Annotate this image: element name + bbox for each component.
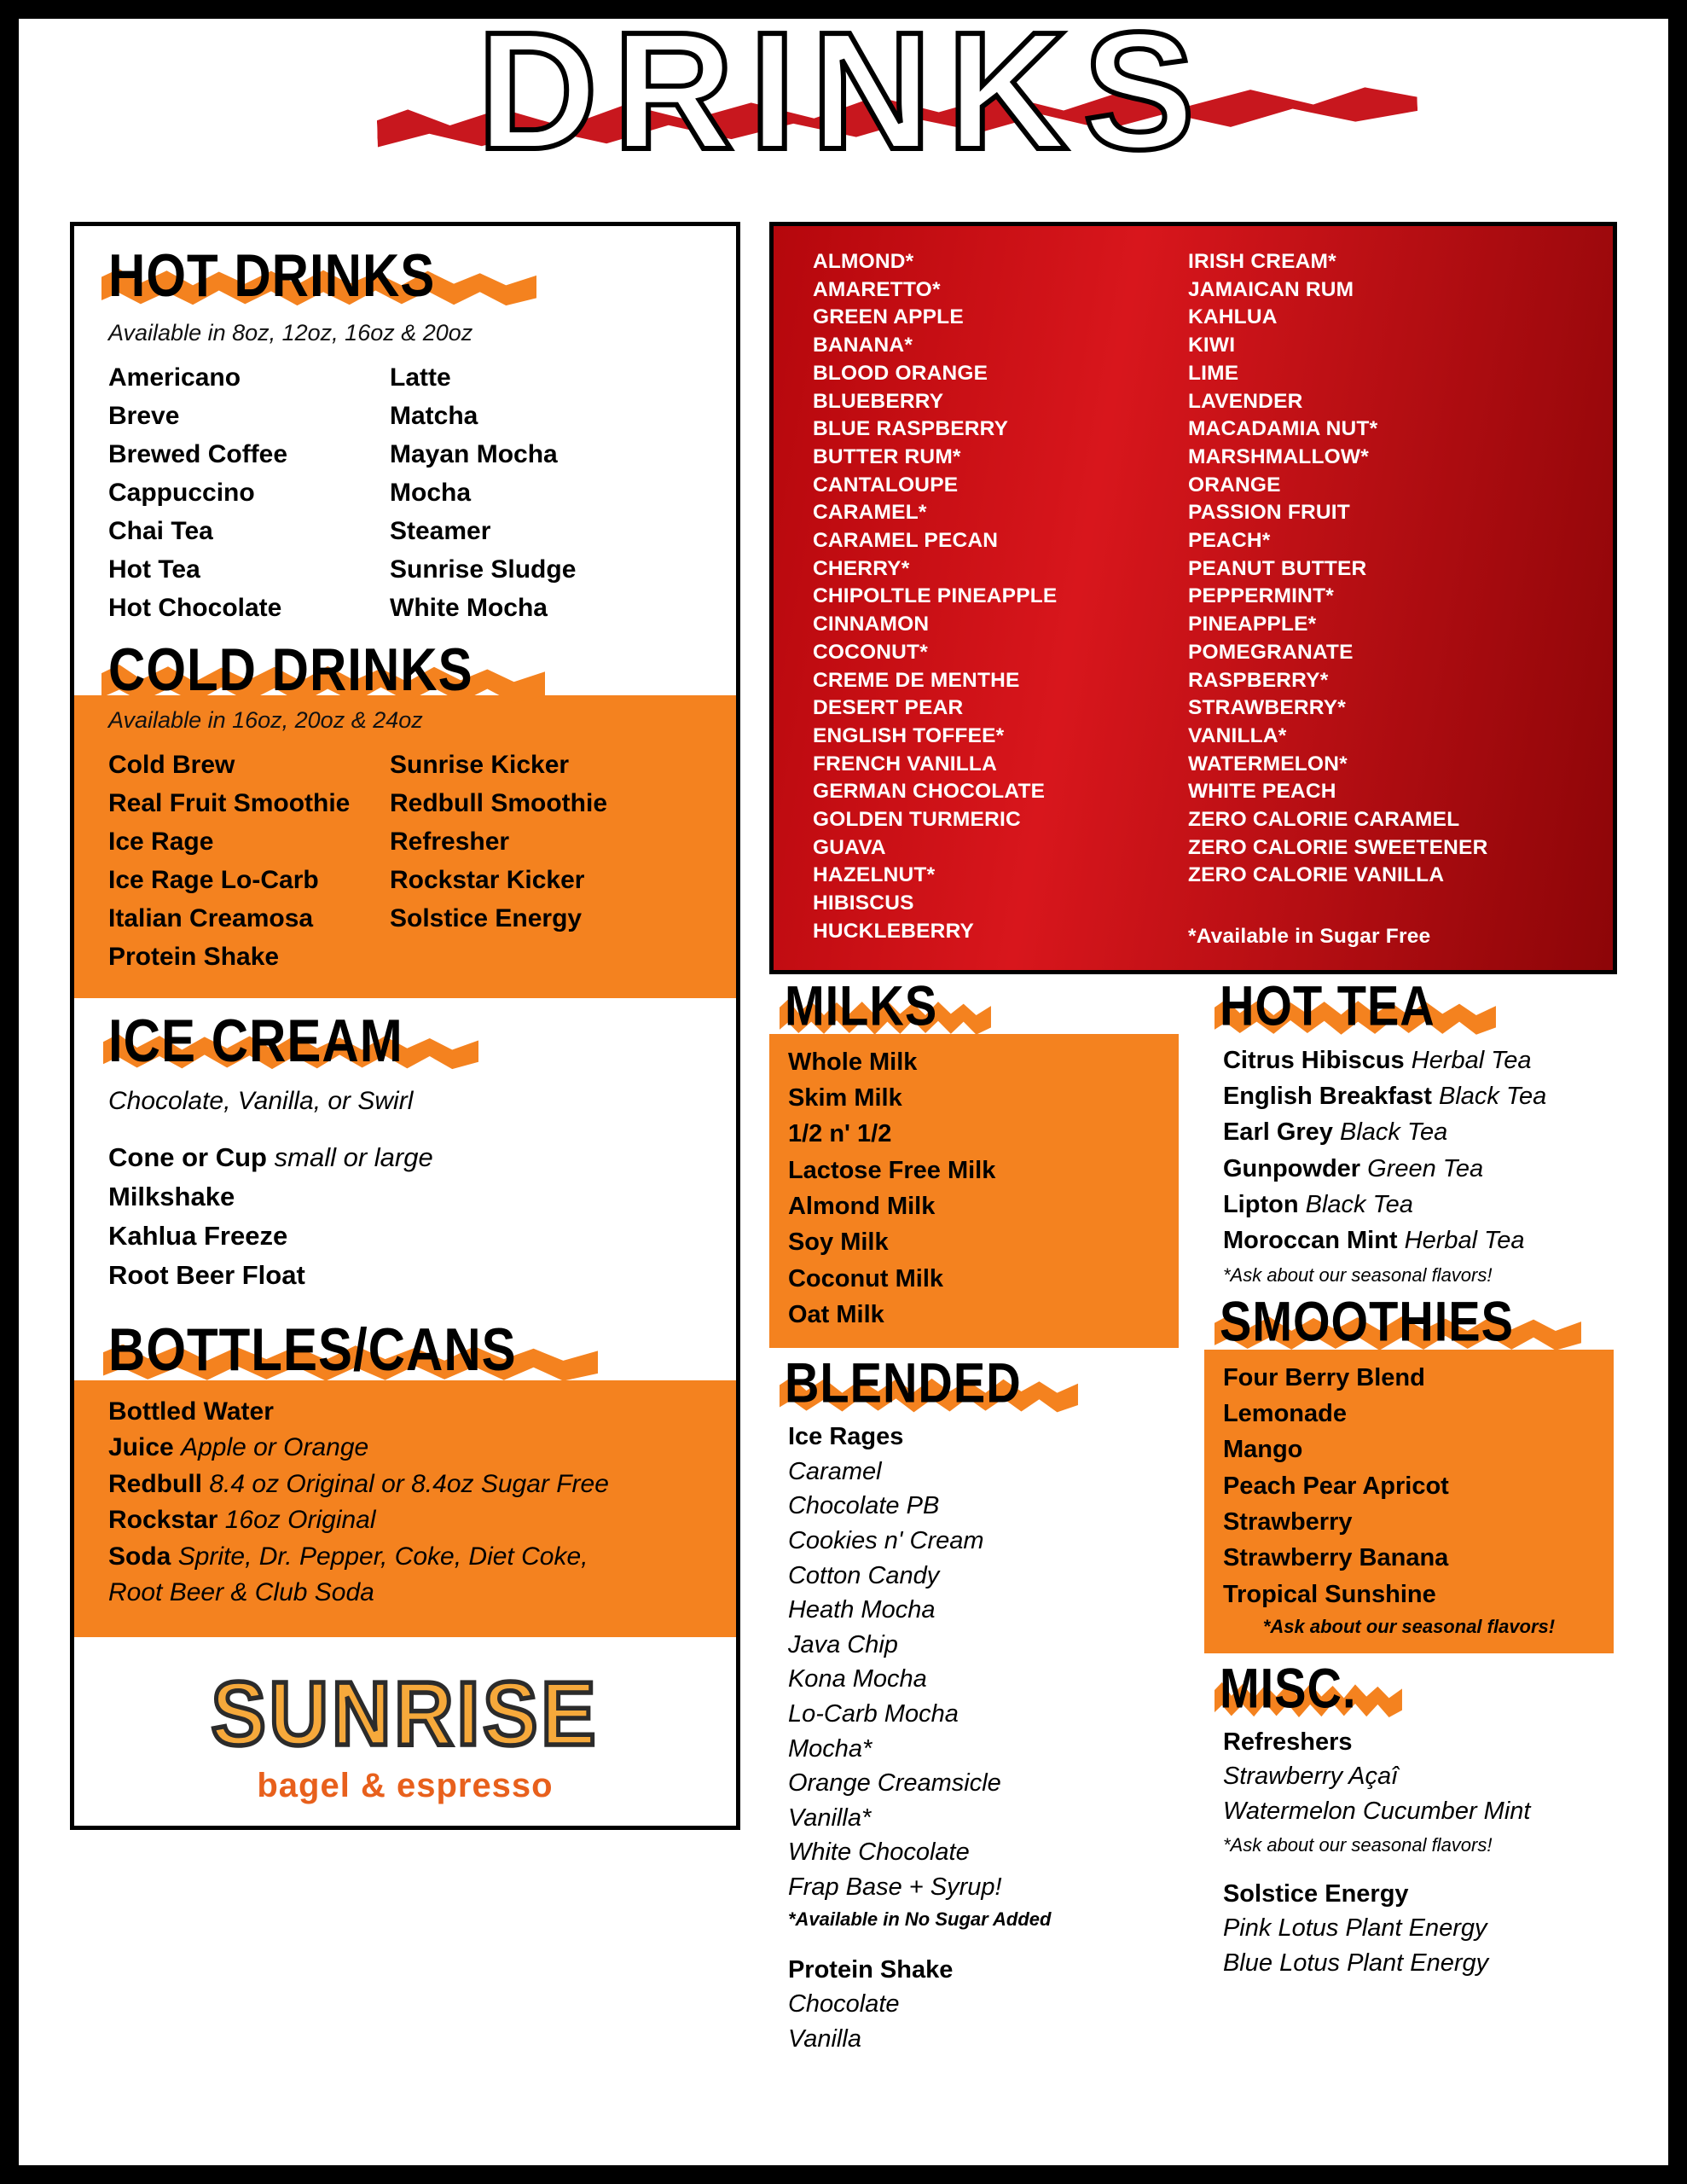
list-item: CINNAMON: [812, 613, 930, 636]
list-item: Oat Milk: [787, 1300, 884, 1328]
list-item: BUTTER RUM*: [812, 444, 961, 468]
list-item: Breve: [108, 402, 180, 430]
list-item: [108, 1138, 702, 1177]
list-item: DESERT PEAR: [812, 696, 964, 720]
list-item: VANILLA*: [1187, 723, 1287, 747]
list-item: Steamer: [390, 517, 491, 545]
list-item: [108, 1177, 702, 1217]
cold-drinks-availability: Available in 16oz, 20oz & 24oz: [108, 707, 423, 733]
page-title-block: [19, 0, 1668, 222]
smoothies-section: [1204, 1350, 1614, 1653]
bottles-cans-heading: BOTTLES/CANS: [108, 1315, 517, 1384]
list-item: BLUE RASPBERRY: [812, 417, 1009, 441]
hot-drinks-heading: HOT DRINKS: [108, 241, 436, 310]
list-item: Strawberry: [1222, 1507, 1353, 1536]
list-item: KAHLUA: [1187, 305, 1278, 329]
item-name: Milkshake: [108, 1181, 235, 1211]
right-panel: [769, 222, 1617, 2056]
misc-heading-wrap: [1204, 1656, 1614, 1720]
list-item: Refresher: [390, 828, 510, 856]
item-detail: small or large: [274, 1142, 433, 1172]
blended-heading: BLENDED: [784, 1350, 1022, 1414]
list-item: Italian Creamosa: [108, 904, 314, 932]
item-name: English Breakfast: [1222, 1082, 1432, 1110]
milks-section: [769, 1034, 1179, 1349]
list-item: Latte: [390, 363, 451, 392]
cold-drinks-section: [74, 695, 736, 998]
list-item: PINEAPPLE*: [1187, 613, 1317, 636]
list-item: Hot Chocolate: [108, 594, 282, 622]
list-item: MACADAMIA NUT*: [1187, 417, 1378, 441]
list-item: Caramel: [787, 1457, 882, 1485]
list-item: White Mocha: [390, 594, 548, 622]
cold-drinks-list: [108, 746, 702, 976]
list-item: Lactose Free Milk: [787, 1156, 996, 1184]
item-detail: Herbal Tea: [1411, 1046, 1532, 1074]
cold-drinks-heading: COLD DRINKS: [108, 636, 473, 704]
list-item: Sunrise Sludge: [390, 555, 577, 584]
list-item: PEPPERMINT*: [1187, 584, 1334, 608]
misc-heading: MISC.: [1219, 1656, 1357, 1720]
list-item: BANANA*: [812, 334, 913, 357]
hot-drinks-col1: [108, 358, 390, 627]
list-item: CARAMEL PECAN: [812, 529, 999, 553]
list-item: WATERMELON*: [1187, 752, 1348, 775]
list-item: Real Fruit Smoothie: [108, 789, 351, 817]
item-name: Rockstar: [108, 1506, 218, 1535]
item-name: Lipton: [1222, 1190, 1299, 1218]
list-item: RASPBERRY*: [1187, 668, 1329, 692]
misc-note: *Ask about our seasonal flavors!: [1222, 1833, 1493, 1856]
hot-tea-note: *Ask about our seasonal flavors!: [1222, 1263, 1493, 1286]
list-item: GERMAN CHOCOLATE: [812, 780, 1046, 804]
list-item: Strawberry Banana: [1222, 1544, 1449, 1572]
list-item: CHIPOLTLE PINEAPPLE: [812, 584, 1058, 608]
list-item: KIWI: [1187, 334, 1236, 357]
list-item: Coconut Milk: [787, 1264, 944, 1292]
logo-tagline: bagel & espresso: [257, 1766, 554, 1804]
list-item: COCONUT*: [812, 640, 928, 664]
logo-wordmark: SUNRISE: [211, 1664, 600, 1765]
list-item: Cookies n' Cream: [787, 1526, 984, 1554]
blended-ice-rages-list: [788, 1420, 1160, 1904]
list-item: STRAWBERRY*: [1187, 696, 1347, 720]
hot-tea-section: [1204, 1034, 1614, 1287]
list-item: PEANUT BUTTER: [1187, 556, 1367, 580]
list-item: Cold Brew: [108, 751, 235, 779]
list-item: ENGLISH TOFFEE*: [812, 723, 1005, 747]
list-item: ORANGE: [1187, 473, 1281, 497]
item-detail: Black Tea: [1439, 1082, 1547, 1110]
list-item: Chocolate PB: [787, 1492, 940, 1520]
list-item: [108, 1575, 702, 1612]
list-item: [108, 1256, 702, 1295]
list-item: Skim Milk: [787, 1083, 902, 1112]
flavors-panel: [769, 222, 1617, 974]
list-item: Strawberry Açaî: [1222, 1763, 1399, 1791]
item-name: Soda: [108, 1542, 171, 1571]
list-item: CARAMEL*: [812, 501, 927, 525]
list-item: Redbull Smoothie: [390, 789, 607, 817]
list-item: [108, 1467, 702, 1503]
list-item: [108, 1217, 702, 1256]
group-title: Solstice Energy: [1222, 1879, 1409, 1908]
item-name: Cone or Cup: [108, 1142, 267, 1172]
list-item: Mayan Mocha: [390, 440, 558, 468]
group-title: Ice Rages: [787, 1423, 904, 1451]
list-item: IRISH CREAM*: [1187, 250, 1336, 273]
list-item: Four Berry Blend: [1222, 1363, 1425, 1391]
list-item: Vanilla: [787, 2024, 861, 2053]
list-item: LAVENDER: [1187, 389, 1303, 413]
list-item: Mocha*: [787, 1734, 872, 1763]
list-item: BLUEBERRY: [812, 389, 944, 413]
item-name: Earl Grey: [1222, 1118, 1333, 1147]
bottles-cans-list: [108, 1394, 702, 1612]
list-item: Matcha: [390, 402, 478, 430]
list-item: Solstice Energy: [390, 904, 583, 932]
list-item: Heath Mocha: [787, 1596, 936, 1624]
list-item: [108, 1502, 702, 1539]
list-item: ZERO CALORIE SWEETENER: [1187, 835, 1488, 859]
list-item: GREEN APPLE: [812, 305, 964, 329]
blended-heading-wrap: [769, 1350, 1179, 1414]
item-name: Kahlua Freeze: [108, 1220, 288, 1251]
cold-drinks-col2: [390, 746, 607, 976]
list-item: [1223, 1187, 1605, 1223]
misc-section: [1204, 1716, 1614, 1981]
blended-note: *Available in No Sugar Added: [787, 1908, 1052, 1930]
list-item: GOLDEN TURMERIC: [812, 808, 1021, 832]
list-item: Americano: [108, 363, 241, 392]
list-item: CREME DE MENTHE: [812, 668, 1020, 692]
blended-protein-list: [788, 1953, 1160, 2057]
list-item: [108, 1394, 702, 1431]
list-item: AMARETTO*: [812, 277, 941, 301]
bottles-heading-wrap: [74, 1304, 736, 1384]
list-item: Vanilla*: [787, 1804, 872, 1832]
list-item: Ice Rage: [108, 828, 214, 856]
list-item: Pink Lotus Plant Energy: [1222, 1914, 1487, 1943]
list-item: WHITE PEACH: [1187, 780, 1336, 804]
list-item: ZERO CALORIE VANILLA: [1187, 863, 1445, 887]
list-item: Soy Milk: [787, 1228, 889, 1257]
item-name: Bottled Water: [108, 1397, 274, 1426]
tea-smoothies-misc-column: [1204, 973, 1614, 2057]
list-item: [108, 1539, 702, 1576]
item-detail: 16oz Original: [224, 1506, 376, 1535]
list-item: Chai Tea: [108, 517, 213, 545]
list-item: Lo-Carb Mocha: [787, 1699, 959, 1728]
list-item: [1223, 1151, 1605, 1187]
item-name: Root Beer Float: [108, 1259, 305, 1290]
hot-drinks-availability: Available in 8oz, 12oz, 16oz & 20oz: [108, 320, 473, 346]
item-detail: Black Tea: [1305, 1190, 1413, 1218]
list-item: Whole Milk: [787, 1048, 918, 1076]
list-item: [1223, 1078, 1605, 1114]
list-item: Java Chip: [787, 1630, 898, 1658]
list-item: Protein Shake: [108, 943, 280, 971]
hot-drinks-section: [74, 226, 736, 627]
item-detail: Apple or Orange: [181, 1433, 369, 1462]
group-title: Refreshers: [1222, 1728, 1353, 1756]
misc-solstice-list: [1223, 1877, 1609, 1981]
ice-cream-heading: ICE CREAM: [108, 1007, 403, 1075]
milks-list: [788, 1044, 1160, 1333]
smoothies-list: [1223, 1360, 1595, 1612]
list-item: LIME: [1187, 361, 1239, 385]
flavors-sugar-free-note: *Available in Sugar Free: [1187, 924, 1431, 948]
list-item: Ice Rage Lo-Carb: [108, 866, 319, 894]
item-name: Moroccan Mint: [1222, 1227, 1398, 1255]
hot-drinks-list: [108, 358, 702, 627]
list-item: Almond Milk: [787, 1192, 936, 1220]
left-panel: [70, 222, 740, 1830]
list-item: PEACH*: [1187, 529, 1271, 553]
list-item: Cappuccino: [108, 479, 255, 507]
flavors-col2: [1188, 248, 1488, 951]
list-item: MARSHMALLOW*: [1187, 444, 1369, 468]
smoothies-heading: SMOOTHIES: [1219, 1288, 1514, 1353]
cold-drinks-col1: [108, 746, 390, 976]
list-item: Watermelon Cucumber Mint: [1222, 1798, 1531, 1826]
blended-section: [769, 1411, 1179, 2056]
list-item: HUCKLEBERRY: [812, 919, 975, 943]
sunrise-logo: [154, 1664, 657, 1805]
list-item: Brewed Coffee: [108, 440, 288, 468]
item-name: Juice: [108, 1433, 174, 1462]
milks-heading-wrap: [769, 973, 1179, 1037]
ice-cream-list: [108, 1138, 702, 1295]
list-item: Blue Lotus Plant Energy: [1222, 1949, 1489, 1977]
item-name: Gunpowder: [1222, 1154, 1361, 1182]
list-item: 1/2 n' 1/2: [787, 1120, 892, 1148]
flavors-col1: [813, 248, 1171, 951]
list-item: Frap Base + Syrup!: [787, 1873, 1002, 1901]
list-item: Chocolate: [787, 1990, 900, 2018]
item-detail: Green Tea: [1367, 1154, 1484, 1182]
list-item: Peach Pear Apricot: [1222, 1472, 1449, 1500]
hot-tea-heading: HOT TEA: [1219, 973, 1435, 1037]
list-item: Mango: [1222, 1436, 1303, 1464]
list-item: ALMOND*: [812, 250, 914, 273]
group-title: Protein Shake: [787, 1955, 954, 1984]
list-item: Mocha: [390, 479, 472, 507]
milks-blended-column: [769, 973, 1179, 2057]
list-item: Kona Mocha: [787, 1665, 927, 1693]
list-item: Tropical Sunshine: [1222, 1580, 1436, 1608]
item-detail: Sprite, Dr. Pepper, Coke, Diet Coke,: [177, 1542, 588, 1571]
item-name: Redbull: [108, 1469, 202, 1498]
cold-drinks-heading-wrap: [74, 627, 736, 704]
bottles-cans-section: [74, 1380, 736, 1638]
menu-body: [19, 222, 1668, 2056]
item-detail: Black Tea: [1340, 1118, 1448, 1147]
list-item: White Chocolate: [787, 1838, 970, 1867]
milks-heading: MILKS: [784, 973, 938, 1037]
item-detail: Herbal Tea: [1404, 1227, 1525, 1255]
list-item: PASSION FRUIT: [1187, 501, 1350, 525]
item-detail: 8.4 oz Original or 8.4oz Sugar Free: [209, 1469, 609, 1498]
list-item: Lemonade: [1222, 1399, 1347, 1427]
list-item: CHERRY*: [812, 556, 910, 580]
misc-refreshers-list: [1223, 1725, 1609, 1829]
flavors-columns: [813, 248, 1587, 951]
list-item: Orange Creamsicle: [787, 1769, 1001, 1798]
right-lower-area: [769, 973, 1617, 2057]
list-item: CANTALOUPE: [812, 473, 959, 497]
list-item: JAMAICAN RUM: [1187, 277, 1354, 301]
list-item: Hot Tea: [108, 555, 200, 584]
list-item: HAZELNUT*: [812, 863, 936, 887]
list-item: Cotton Candy: [787, 1561, 940, 1589]
list-item: Sunrise Kicker: [390, 751, 570, 779]
list-item: [1223, 1223, 1605, 1258]
list-item: BLOOD ORANGE: [812, 361, 988, 385]
smoothies-note: *Ask about our seasonal flavors!: [1262, 1615, 1556, 1637]
list-item: Rockstar Kicker: [390, 866, 585, 894]
hot-tea-list: [1223, 1043, 1605, 1259]
list-item: [1223, 1114, 1605, 1150]
list-item: GUAVA: [812, 835, 886, 859]
ice-cream-flavors: Chocolate, Vanilla, or Swirl: [108, 1087, 414, 1115]
hot-drinks-col2: [390, 358, 576, 627]
page-title: DRINKS: [477, 0, 1210, 184]
ice-cream-section: [74, 998, 736, 1304]
list-item: POMEGRANATE: [1187, 640, 1354, 664]
list-item: FRENCH VANILLA: [812, 752, 997, 775]
item-detail: Root Beer & Club Soda: [108, 1578, 374, 1607]
smoothies-heading-wrap: [1204, 1288, 1614, 1353]
list-item: [1223, 1043, 1605, 1078]
list-item: [108, 1430, 702, 1467]
list-item: ZERO CALORIE CARAMEL: [1187, 808, 1460, 832]
list-item: HIBISCUS: [812, 892, 914, 915]
hot-tea-heading-wrap: [1204, 973, 1614, 1037]
item-name: Citrus Hibiscus: [1222, 1046, 1405, 1074]
